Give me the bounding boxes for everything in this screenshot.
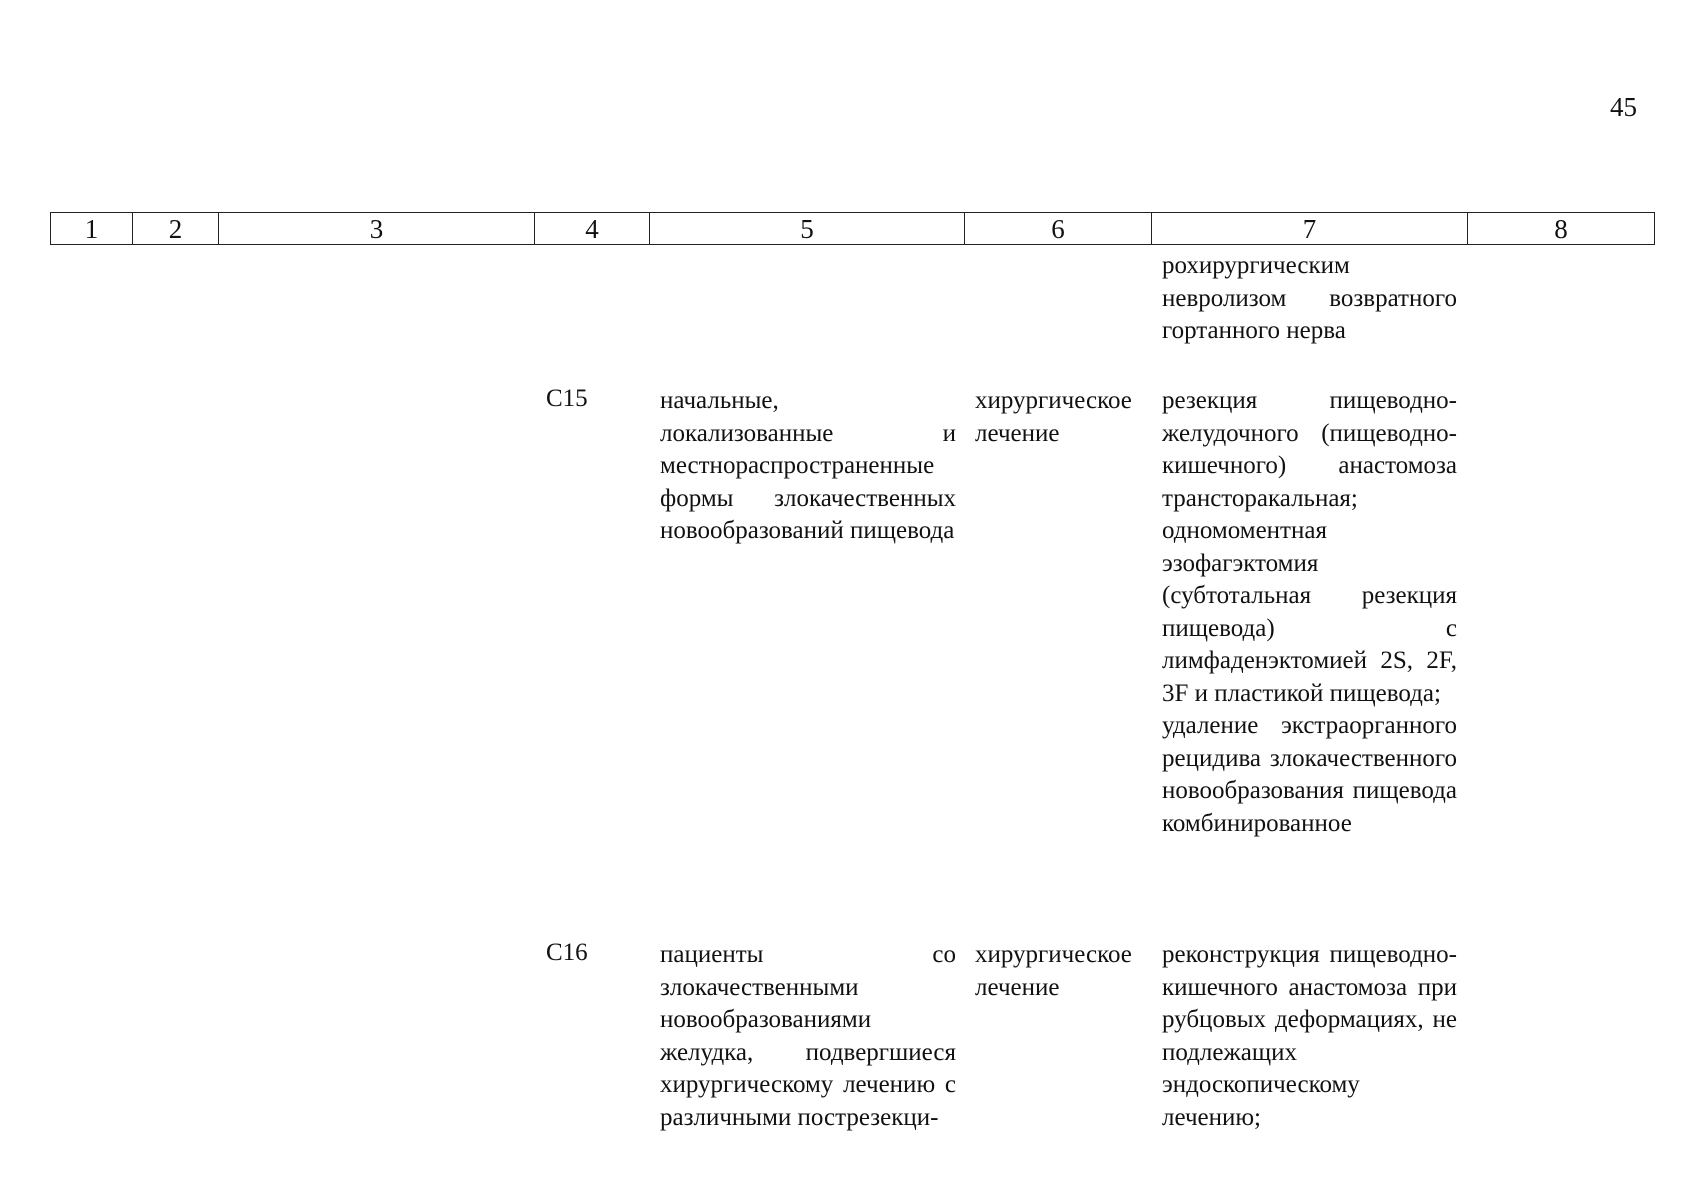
- header-col-5: 5: [650, 213, 965, 245]
- row-c15-treatment: хирургическое лечение: [975, 387, 1132, 447]
- row-c15-method-3: удаление экстраорганного рецидива злокачественного новообразования пищевода комбинированное: [1162, 712, 1457, 837]
- header-col-3: 3: [219, 213, 535, 245]
- row-c15-method-2: одномоментная эзофагэктомия (субтотальная резекция пищевода) с лимфаденэктомией 2S, 2F, 3F и пластикой пищевода;: [1162, 517, 1457, 707]
- table-header: [50, 212, 1655, 245]
- page-number: 45: [1610, 92, 1637, 122]
- row-c16-methods: [1162, 939, 1457, 1134]
- header-col-1: 1: [51, 213, 133, 245]
- header-col-2: 2: [133, 213, 219, 245]
- header-col-6: 6: [965, 213, 1152, 245]
- row-c16-treatment: хирургическое лечение: [975, 941, 1132, 1001]
- header-col-4: 4: [535, 213, 650, 245]
- row-c16-code: C16: [546, 939, 588, 966]
- row-c15-code: C15: [546, 385, 588, 412]
- row-c15-model: начальные, локализованные и местнораспространенные формы злокачественных новообразований пищевода: [660, 387, 956, 544]
- row-c15-methods: [1162, 385, 1457, 840]
- row-c15-method-1: резекция пищеводно-желудочного (пищеводно-кишечного) анастомоза трансторакальная;: [1162, 387, 1457, 512]
- header-col-8: 8: [1468, 213, 1655, 245]
- row-c16-method-1: реконструкция пищеводно-кишечного анастомоза при рубцовых деформациях, не подлежащих эндоскопическому лечению;: [1162, 941, 1457, 1131]
- header-col-7: 7: [1152, 213, 1468, 245]
- continuation-method-text: рохирургическим невролизом возвратного гортанного нерва: [1162, 252, 1457, 344]
- row-c16-model: пациенты со злокачественными новообразованиями желудка, подвергшиеся хирургическому лечению с различными пострезекци-: [660, 941, 956, 1131]
